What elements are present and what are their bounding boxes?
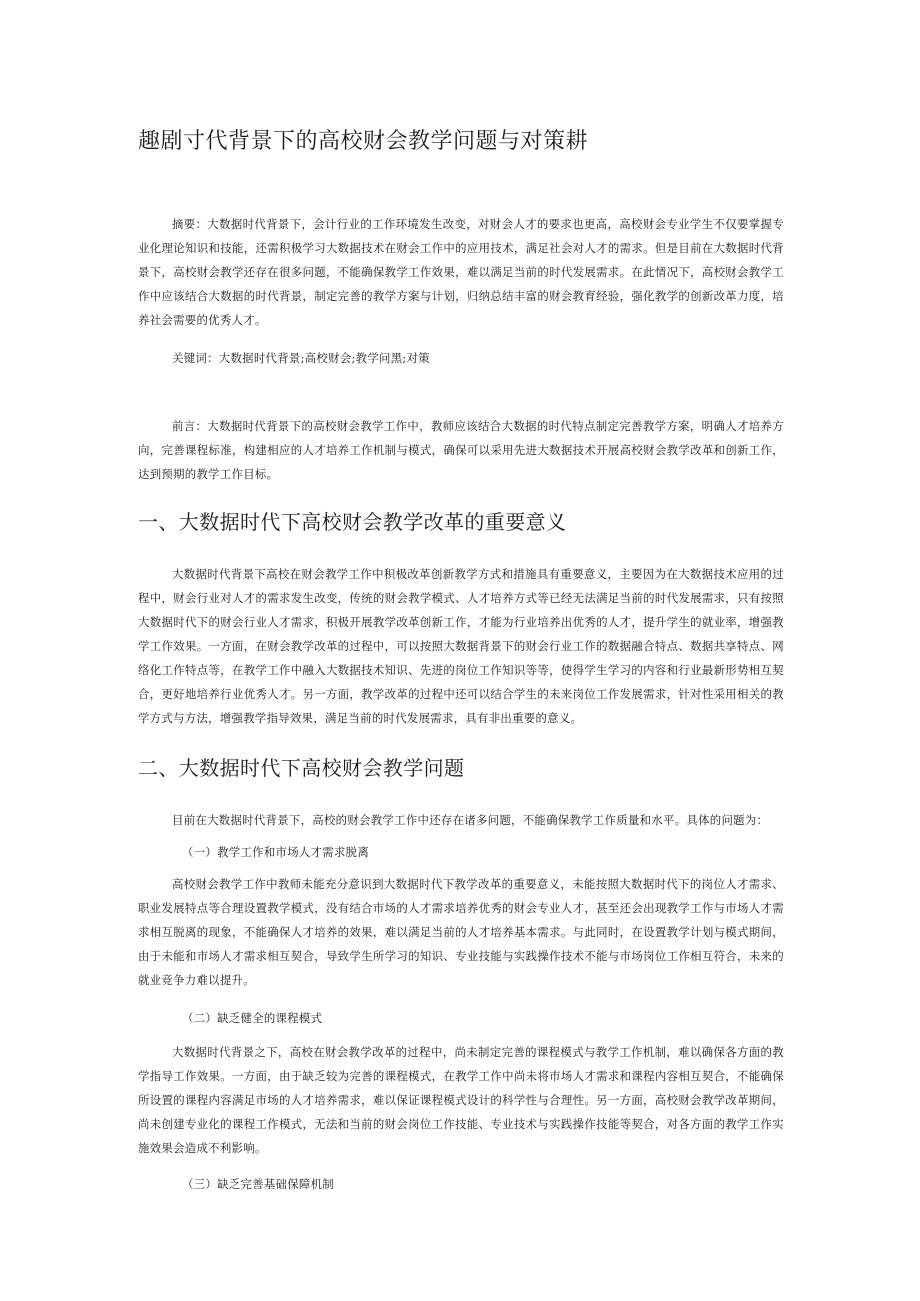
subsection-1-heading: （一）教学工作和市场人才需求脱离 xyxy=(182,845,370,859)
subsection-2-heading: （二）缺乏健全的课程模式 xyxy=(182,1011,323,1025)
keywords-line: 关键词：大数据时代背景;高校财会;教学问黑;对策 xyxy=(172,351,430,365)
section-1-heading: 一、大数据时代下高校财会教学改革的重要意义 xyxy=(138,510,567,534)
section-1-body: 大数据时代背景下高校在财会教学工作中积极改革创新教学方式和措施具有重要意义，主要因为在大数据技术应用的过程中，财会行业对人才的需求发生改变，传统的财会教学模式、人才培养方式等已经无法满足当前的时代发展需求，只有按照大数据时代下的财会行业人才需求，积极开展教学改革创新工作，才能为行业培养出优秀的人才，提升学生的就业率，增强教学工作效果。一方面，在财会教学改革的过程中，可以按照大数据背景下的财会行业工作的数据融合特点、数据共享特点、网络化工作特点等，在教学工作中融入大数据技术知识、先进的岗位工作知识等等，使得学生学习的内容和行业最新形势相互契合，更好地培养行业优秀人才。另一方面，教学改革的过程中还可以结合学生的未来岗位工作发展需求，针对性采用相关的教学方式与方法，增强教学指导效果，满足当前的时代发展需求，具有非出重要的意义。 xyxy=(138,567,784,725)
section-2-intro: 目前在大数据时代背景下，高校的财会教学工作中还存在诸多问题，不能确保教学工作质量和水平。具体的问题为： xyxy=(172,813,769,827)
document-title: 趣剧寸代背景下的高校财会教学问题与对策耕 xyxy=(138,129,589,154)
subsection-3-heading: （三）缺乏完善基础保障机制 xyxy=(182,1177,334,1191)
subsection-2-body: 大数据时代背景之下，高校在财会教学改革的过程中，尚未制定完善的课程模式与教学工作机制，难以确保各方面的教学指导工作效果。一方面，由于缺乏较为完善的课程模式，在教学工作中尚未将市场人才需求和课程内容相互契合，不能确保所设置的课程内容满足市场的人才培养需求，难以保证课程模式设计的科学性与合理性。另一方面，高校财会教学改革期间，尚未创建专业化的课程工作模式，无法和当前的财会岗位工作技能、专业技术与实践操作技能等契合，对各方面的教学工作实施效果会造成不利影响。 xyxy=(138,1045,784,1155)
abstract-paragraph: 摘要：大数据时代背景下，会计行业的工作环境发生改变，对财会人才的要求也更高，高校财会专业学生不仅要掌握专业化理论知识和技能，还需积极学习大数据技术在财会工作中的应用技术，满足社会对人才的需求。但是目前在大数据时代背景下，高校财会教学还存在很多问题，不能确保教学工作效果，难以满足当前的时代发展需求。在此情况下，高校财会教学工作中应该结合大数据的时代背景，制定完善的教学方案与计划，归纳总结丰富的财会教育经验，强化教学的创新改革力度，培养社会需要的优秀人才。 xyxy=(138,217,784,327)
section-2-heading: 二、大数据时代下高校财会教学问题 xyxy=(138,756,465,780)
subsection-1-body: 高校财会教学工作中教师未能充分意识到大数据时代下教学改革的重要意义，未能按照大数据时代下的岗位人才需求、职业发展特点等合理设置教学模式，没有结合市场的人才需求培养优秀的财会专业人才，甚至还会出现教学工作与市场人才需求相互脱离的现象，不能确保人才培养的效果，难以满足当前的人才培养基本需求。与此同时，在设置教学计划与模式期间，由于未能和市场人才需求相互契合，导致学生所学习的知识、专业技能与实践操作技术不能与市场岗位工作相互符合，未来的就业竞争力难以提升。 xyxy=(138,877,784,987)
preface-paragraph: 前言：大数据时代背景下的高校财会教学工作中，教师应该结合大数据的时代特点制定完善教学方案，明确人才培养方向，完善课程标准，构建相应的人才培养工作机制与模式，确保可以采用先进大数据技术开展高校财会教学改革和创新工作，达到预期的教学工作目标。 xyxy=(138,419,784,481)
